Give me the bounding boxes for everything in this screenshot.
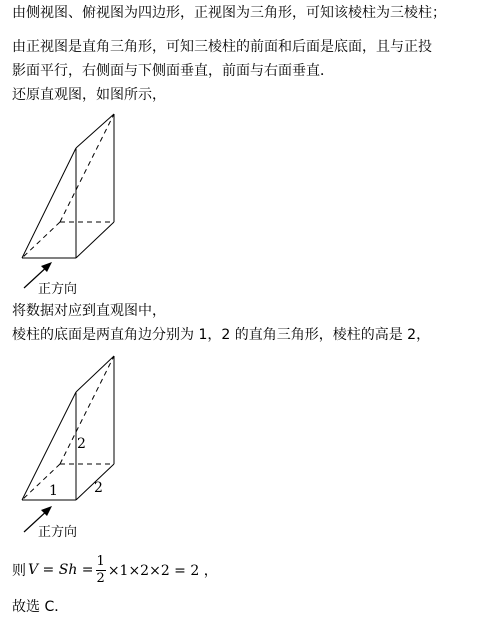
formula-lhs: V = Sh = bbox=[28, 562, 94, 578]
fraction bbox=[96, 554, 106, 587]
text-line-2: 由正视图是直角三角形，可知三棱柱的前面和后面是底面，且与正投 bbox=[12, 39, 432, 55]
conclusion-text: 故选 C． bbox=[12, 599, 69, 615]
prism-figure-2 bbox=[0, 348, 140, 542]
direction-label: 正方向 bbox=[38, 282, 78, 297]
text-line-4: 还原直观图，如图所示， bbox=[12, 87, 166, 103]
formula-prefix: 则 bbox=[12, 563, 26, 579]
front-base-label: 1 bbox=[49, 483, 58, 499]
height-label: 2 bbox=[77, 436, 86, 452]
text-line-1: 由侧视图、俯视图为四边形，正视图为三角形，可知该棱柱为三棱柱； bbox=[12, 5, 446, 21]
side-base-label: 2 bbox=[94, 480, 103, 496]
volume-formula bbox=[12, 548, 218, 592]
text-line-6: 棱柱的底面是两直角边分别为 1，2 的直角三角形，棱柱的高是 2， bbox=[12, 327, 431, 343]
formula-rhs: ×1×2×2 = 2 ， bbox=[107, 563, 218, 579]
fraction-numerator: 1 bbox=[96, 553, 105, 569]
direction-label: 正方向 bbox=[38, 525, 78, 540]
text-line-3: 影面平行，右侧面与下侧面垂直，前面与右面垂直． bbox=[12, 63, 334, 79]
fraction-denominator: 2 bbox=[96, 570, 105, 586]
prism-figure-1 bbox=[0, 108, 140, 298]
text-line-5: 将数据对应到直观图中， bbox=[12, 303, 166, 319]
